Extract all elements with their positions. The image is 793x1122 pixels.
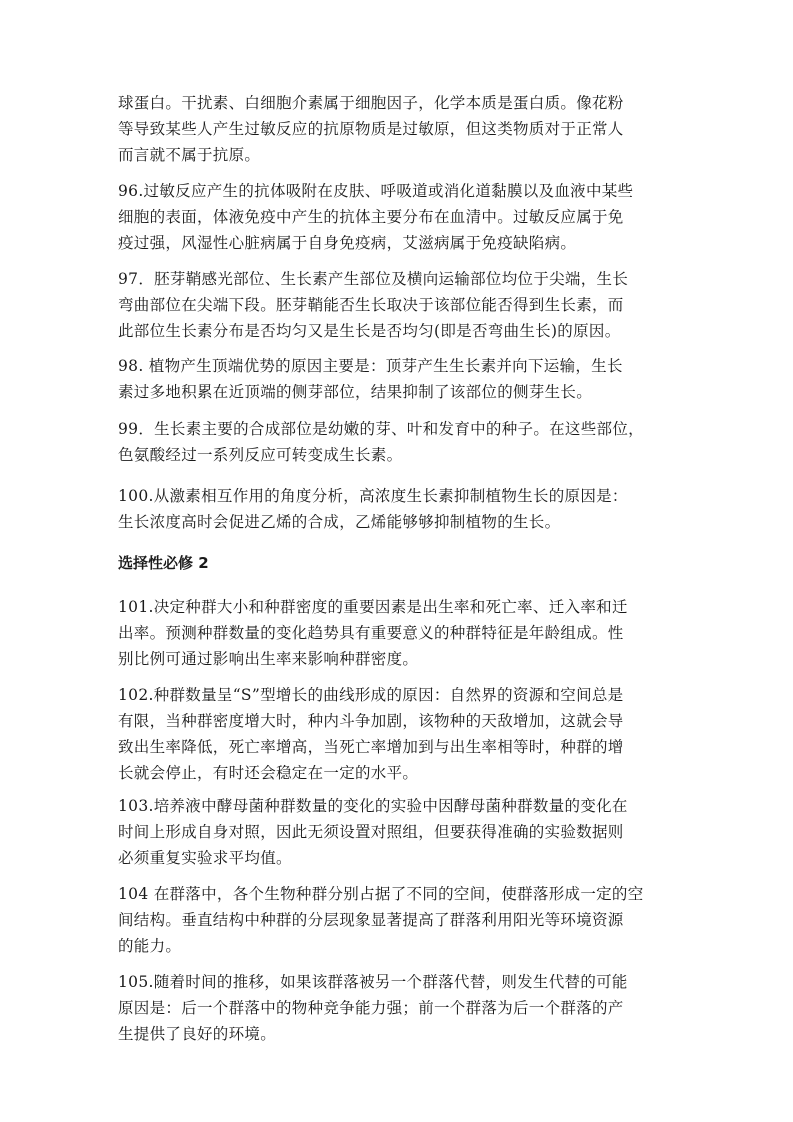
- text-line: 的能力。: [118, 937, 182, 955]
- text-line: 100.从激素相互作用的角度分析，高浓度生长素抑制植物生长的原因是：: [118, 487, 628, 505]
- text-line: 101.决定种群大小和种群密度的重要因素是出生率和死亡率、迁入率和迁: [118, 598, 628, 616]
- section-heading: 选择性必修 2: [118, 554, 209, 572]
- paragraph-98: [118, 353, 683, 405]
- text-line: 疫过强，风湿性心脏病属于自身免疫病，艾滋病属于免疫缺陷病。: [118, 234, 577, 252]
- paragraph-antigen-continued: [118, 90, 683, 168]
- text-line: 105.随着时间的推移，如果该群落被另一个群落代替，则发生代替的可能: [118, 973, 628, 991]
- text-line: 别比例可通过影响出生率来影响种群密度。: [118, 650, 419, 668]
- text-line: 弯曲部位在尖端下段。胚芽鞘能否生长取决于该部位能否得到生长素，而: [118, 296, 624, 314]
- text-line: 间结构。垂直结构中种群的分层现象显著提高了群落利用阳光等环境资源: [118, 911, 624, 929]
- paragraph-100: [118, 483, 683, 535]
- text-line: 生长浓度高时会促进乙烯的合成，乙烯能够够抑制植物的生长。: [118, 513, 561, 531]
- text-line: 98. 植物产生顶端优势的原因主要是：顶芽产生生长素并向下运输，生长: [118, 357, 623, 375]
- text-line: 素过多地积累在近顶端的侧芽部位，结果抑制了该部位的侧芽生长。: [118, 383, 593, 401]
- text-line: 生提供了良好的环境。: [118, 1025, 277, 1043]
- paragraph-104: [118, 881, 683, 959]
- text-line: 细胞的表面，体液免疫中产生的抗体主要分布在血清中。过敏反应属于免: [118, 208, 624, 226]
- paragraph-97: [118, 266, 683, 344]
- text-line: 此部位生长素分布是否均匀又是生长是否均匀(即是否弯曲生长)的原因。: [118, 322, 621, 340]
- text-line: 等导致某些人产生过敏反应的抗原物质是过敏原，但这类物质对于正常人: [118, 120, 624, 138]
- text-line: 时间上形成自身对照，因此无须设置对照组，但要获得准确的实验数据则: [118, 823, 624, 841]
- paragraph-102: [118, 682, 683, 786]
- text-line: 色氨酸经过一系列反应可转变成生长素。: [118, 446, 403, 464]
- text-line: 长就会停止，有时还会稳定在一定的水平。: [118, 764, 419, 782]
- text-line: 出率。预测种群数量的变化趋势具有重要意义的种群特征是年龄组成。性: [118, 624, 624, 642]
- text-line: 必须重复实验求平均值。: [118, 849, 292, 867]
- text-line: 原因是：后一个群落中的物种竞争能力强；前一个群落为后一个群落的产: [118, 999, 624, 1017]
- text-line: 102.种群数量呈“S”型增长的曲线形成的原因：自然界的资源和空间总是: [118, 686, 624, 704]
- text-line: 致出生率降低，死亡率增高，当死亡率增加到与出生率相等时，种群的增: [118, 738, 624, 756]
- text-line: 有限，当种群密度增大时，种内斗争加剧，该物种的天敌增加，这就会导: [118, 712, 624, 730]
- text-line: 球蛋白。干扰素、白细胞介素属于细胞因子，化学本质是蛋白质。像花粉: [118, 94, 624, 112]
- text-line: 而言就不属于抗原。: [118, 146, 261, 164]
- paragraph-101: [118, 594, 683, 672]
- paragraph-105: [118, 969, 683, 1047]
- text-line: 99．生长素主要的合成部位是幼嫩的芽、叶和发育中的种子。在这些部位，: [118, 420, 644, 438]
- paragraph-103: [118, 793, 683, 871]
- text-line: 97．胚芽鞘感光部位、生长素产生部位及横向运输部位均位于尖端，生长: [118, 270, 629, 288]
- paragraph-99: [118, 416, 683, 468]
- text-line: 103.培养液中酵母菌种群数量的变化的实验中因酵母菌种群数量的变化在: [118, 797, 628, 815]
- text-line: 96.过敏反应产生的抗体吸附在皮肤、呼吸道或消化道黏膜以及血液中某些: [118, 182, 634, 200]
- text-line: 104 在群落中，各个生物种群分别占据了不同的空间，使群落形成一定的空: [118, 885, 644, 903]
- paragraph-96: [118, 178, 683, 256]
